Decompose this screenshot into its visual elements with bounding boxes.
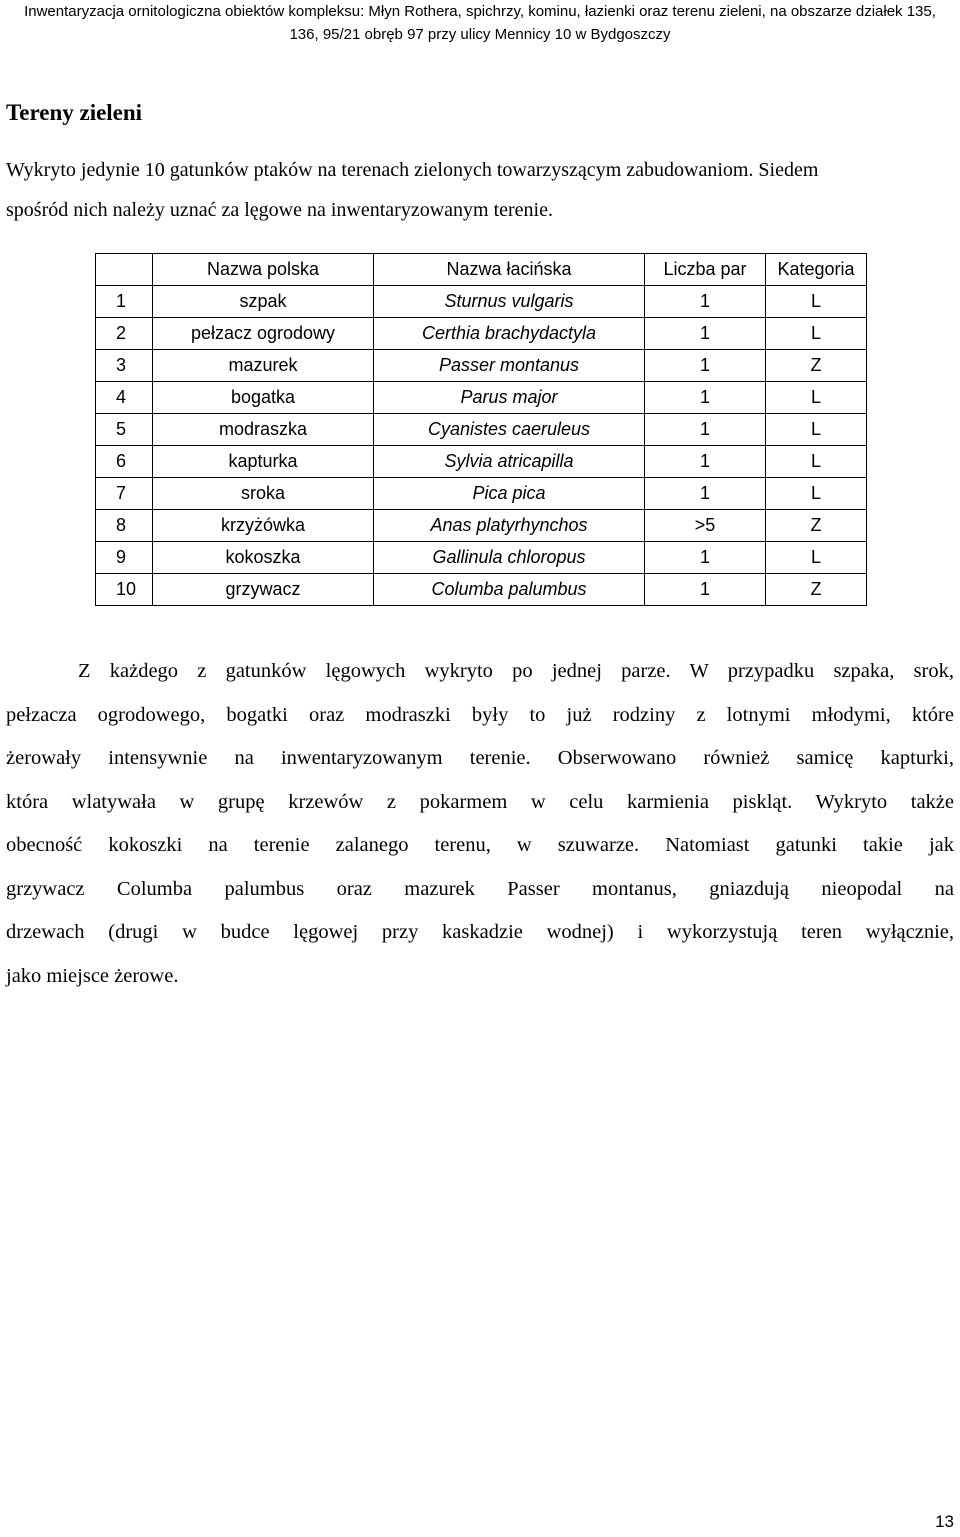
cell-pair-count: 1 xyxy=(645,446,766,478)
header-cell-pair-count: Liczba par xyxy=(645,254,766,286)
body-paragraph xyxy=(6,650,954,998)
body-line: Z każdego z gatunków lęgowych wykryto po jednej parze. W przypadku szpaka, srok, xyxy=(78,660,954,682)
section-title: Tereny zieleni xyxy=(6,100,143,125)
cell-latin-name: Passer montanus xyxy=(374,350,645,382)
header-cell-latin-name: Nazwa łacińska xyxy=(374,254,645,286)
cell-pair-count: 1 xyxy=(645,574,766,606)
cell-category: L xyxy=(766,414,867,446)
cell-pair-count: 1 xyxy=(645,414,766,446)
cell-number: 2 xyxy=(96,318,153,350)
table-row xyxy=(96,382,867,414)
cell-latin-name: Sylvia atricapilla xyxy=(374,446,645,478)
cell-pair-count: 1 xyxy=(645,478,766,510)
cell-polish-name: szpak xyxy=(153,286,374,318)
body-line: żerowały intensywnie na inwentaryzowanym terenie. Obserwowano również samicę kapturki, xyxy=(6,747,954,769)
cell-polish-name: sroka xyxy=(153,478,374,510)
intro-line-2: spośród nich należy uznać za lęgowe na inwentaryzowanym terenie. xyxy=(6,199,553,221)
cell-latin-name: Certhia brachydactyla xyxy=(374,318,645,350)
cell-polish-name: bogatka xyxy=(153,382,374,414)
table-row xyxy=(96,478,867,510)
header-cell-polish-name: Nazwa polska xyxy=(153,254,374,286)
cell-latin-name: Parus major xyxy=(374,382,645,414)
header-line-1: Inwentaryzacja ornitologiczna obiektów kompleksu: Młyn Rothera, spichrzy, kominu, łazienki oraz terenu zieleni, na obszarze działek 135, xyxy=(24,3,936,20)
cell-polish-name: modraszka xyxy=(153,414,374,446)
table-row xyxy=(96,318,867,350)
cell-polish-name: kapturka xyxy=(153,446,374,478)
intro-line-1: Wykryto jedynie 10 gatunków ptaków na terenach zielonych towarzyszącym zabudowaniom. Siedem xyxy=(6,159,819,181)
cell-latin-name: Cyanistes caeruleus xyxy=(374,414,645,446)
cell-latin-name: Gallinula chloropus xyxy=(374,542,645,574)
cell-latin-name: Columba palumbus xyxy=(374,574,645,606)
table-header-row xyxy=(96,254,867,286)
cell-polish-name: krzyżówka xyxy=(153,510,374,542)
cell-pair-count: 1 xyxy=(645,350,766,382)
table-row xyxy=(96,414,867,446)
cell-category: Z xyxy=(766,350,867,382)
cell-number: 3 xyxy=(96,350,153,382)
cell-polish-name: pełzacz ogrodowy xyxy=(153,318,374,350)
cell-pair-count: >5 xyxy=(645,510,766,542)
cell-category: L xyxy=(766,542,867,574)
body-line: która wlatywała w grupę krzewów z pokarmem w celu karmienia piskląt. Wykryto także xyxy=(6,790,954,813)
species-table xyxy=(95,253,867,606)
header-cell-category: Kategoria xyxy=(766,254,867,286)
cell-number: 8 xyxy=(96,510,153,542)
cell-number: 9 xyxy=(96,542,153,574)
body-line: obecność kokoszki na terenie zalanego terenu, w szuwarze. Natomiast gatunki takie jak xyxy=(6,834,954,856)
cell-number: 7 xyxy=(96,478,153,510)
intro-paragraph xyxy=(6,150,952,230)
cell-polish-name: kokoszka xyxy=(153,542,374,574)
cell-number: 5 xyxy=(96,414,153,446)
cell-polish-name: mazurek xyxy=(153,350,374,382)
cell-category: Z xyxy=(766,574,867,606)
table-row xyxy=(96,542,867,574)
table-row xyxy=(96,510,867,542)
cell-category: L xyxy=(766,382,867,414)
cell-latin-name: Anas platyrhynchos xyxy=(374,510,645,542)
cell-latin-name: Sturnus vulgaris xyxy=(374,286,645,318)
cell-latin-name: Pica pica xyxy=(374,478,645,510)
header-line-2: 136, 95/21 obręb 97 przy ulicy Mennicy 10 w Bydgoszczy xyxy=(289,26,671,43)
cell-number: 10 xyxy=(96,574,153,606)
table-row xyxy=(96,574,867,606)
cell-category: Z xyxy=(766,510,867,542)
cell-number: 6 xyxy=(96,446,153,478)
cell-pair-count: 1 xyxy=(645,542,766,574)
cell-polish-name: grzywacz xyxy=(153,574,374,606)
body-line: pełzacza ogrodowego, bogatki oraz modraszki były to już rodziny z lotnymi młodymi, które xyxy=(6,703,954,726)
cell-number: 4 xyxy=(96,382,153,414)
header-cell-number xyxy=(96,254,153,286)
body-line: grzywacz Columba palumbus oraz mazurek Passer montanus, gniazdują nieopodal na xyxy=(6,877,954,900)
cell-category: L xyxy=(766,318,867,350)
page-header xyxy=(0,0,960,46)
cell-category: L xyxy=(766,286,867,318)
table-row xyxy=(96,446,867,478)
cell-category: L xyxy=(766,478,867,510)
cell-pair-count: 1 xyxy=(645,286,766,318)
cell-pair-count: 1 xyxy=(645,382,766,414)
body-line: jako miejsce żerowe. xyxy=(6,964,179,987)
cell-number: 1 xyxy=(96,286,153,318)
cell-category: L xyxy=(766,446,867,478)
cell-pair-count: 1 xyxy=(645,318,766,350)
body-line: drzewach (drugi w budce lęgowej przy kaskadzie wodnej) i wykorzystują teren wyłącznie, xyxy=(6,921,954,943)
table-row xyxy=(96,350,867,382)
page-number: 13 xyxy=(935,1512,954,1531)
table-row xyxy=(96,286,867,318)
